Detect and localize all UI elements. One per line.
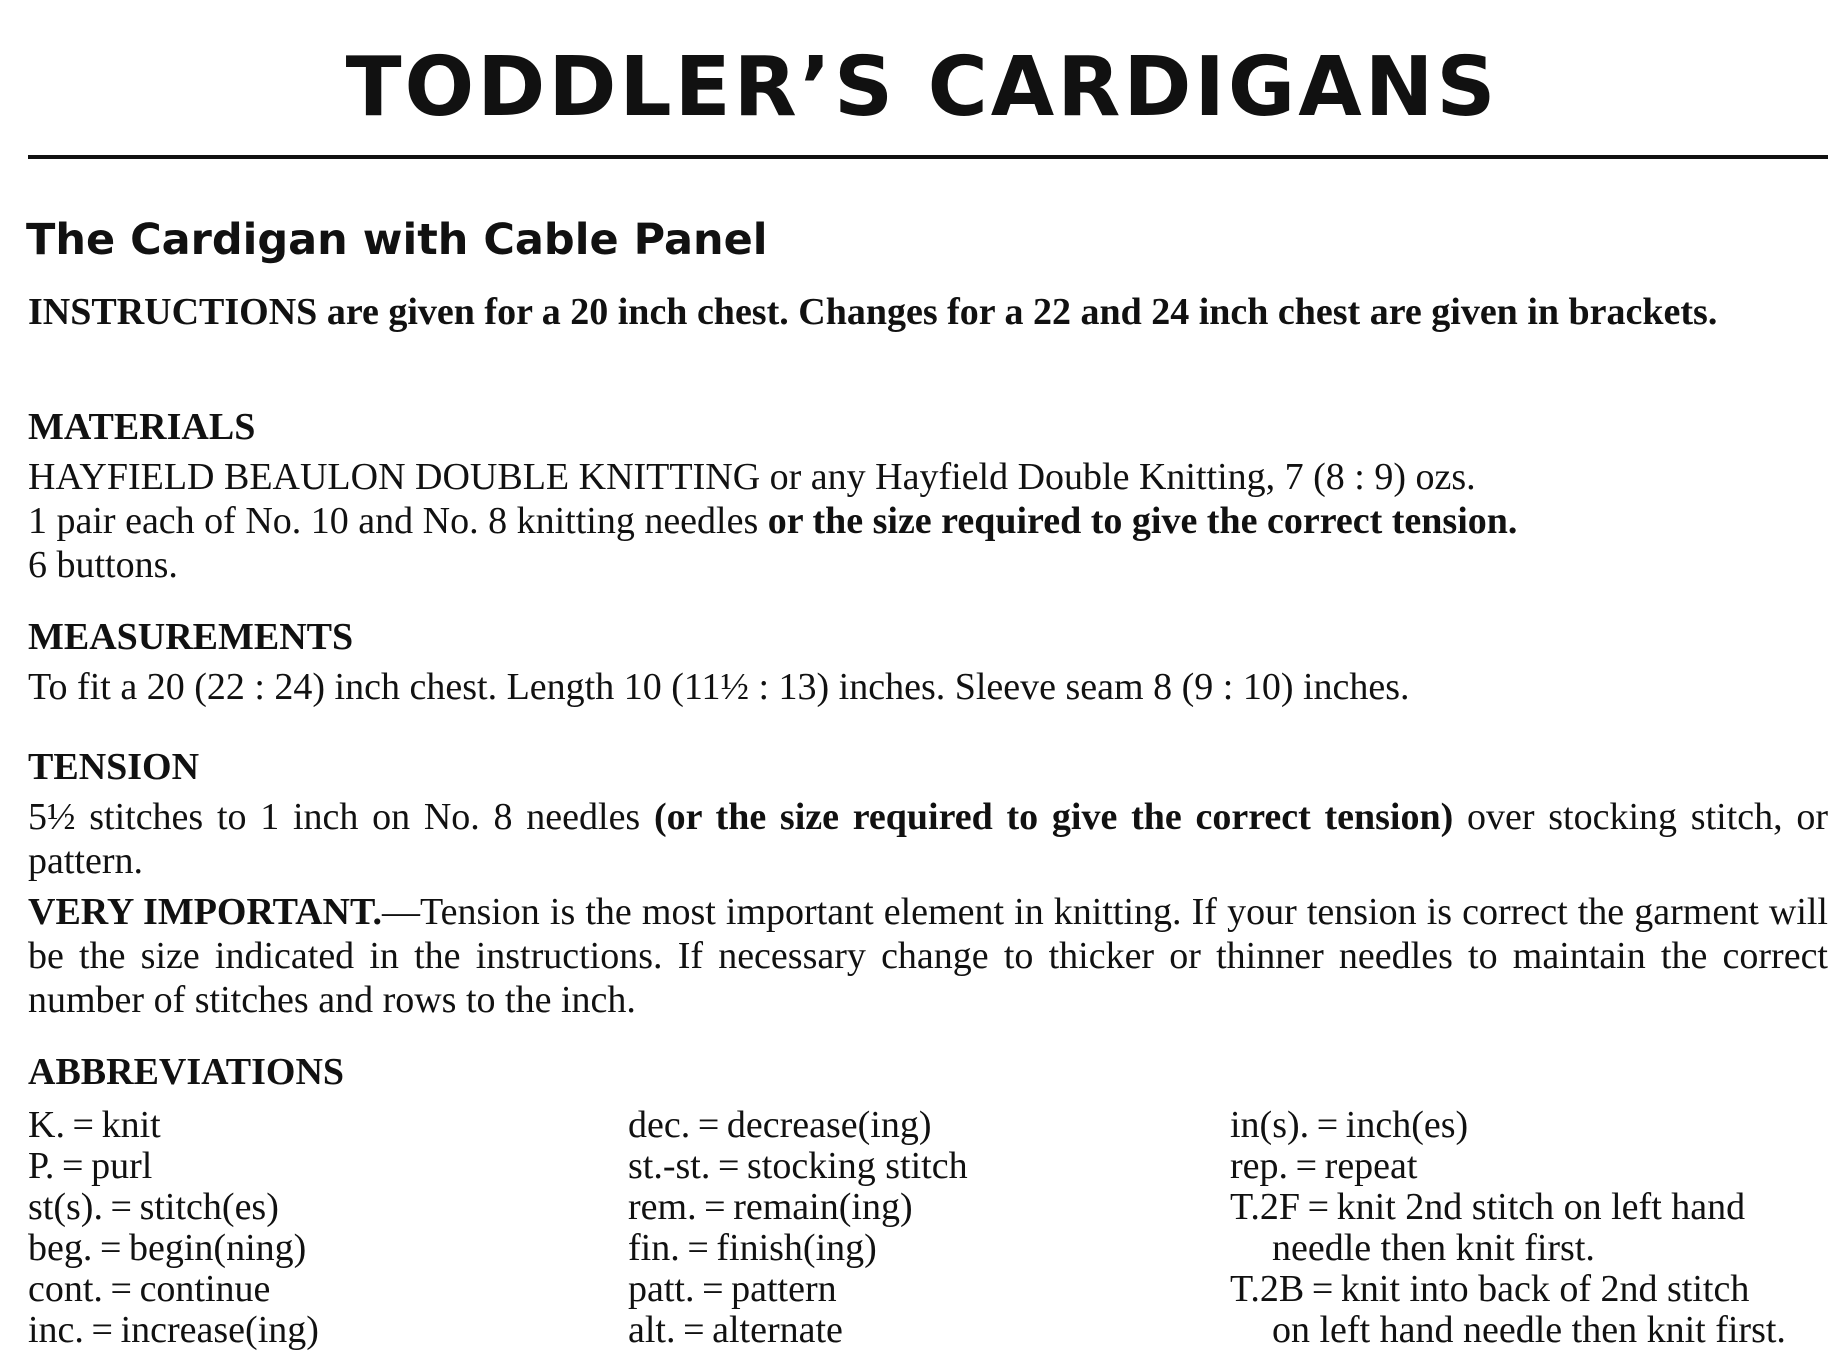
materials-line-2 <box>28 499 1828 543</box>
abbreviation-item: P. = purl <box>28 1145 153 1187</box>
instructions-paragraph <box>28 290 1828 334</box>
tension-heading: TENSION <box>28 746 200 788</box>
abbreviations-column-1 <box>28 1105 319 1351</box>
measurements-text: To fit a 20 (22 : 24) inch chest. Length 10 (11½ : 13) inches. Sleeve seam 8 (9 : 10) inches. <box>28 666 1410 708</box>
tension-text-start: 5½ stitches to 1 inch on No. 8 needles <box>28 796 654 838</box>
abbreviation-continuation: needle then knit first. <box>1272 1227 1595 1269</box>
tension-paragraph <box>28 795 1828 883</box>
abbreviation-item: T.2B = knit into back of 2nd stitch <box>1230 1268 1750 1310</box>
important-paragraph <box>28 890 1828 1022</box>
abbreviation-item: patt. = pattern <box>628 1268 837 1310</box>
abbreviations-column-3 <box>1230 1105 1786 1351</box>
materials-line-1: HAYFIELD BEAULON DOUBLE KNITTING or any Hayfield Double Knitting, 7 (8 : 9) ozs. <box>28 456 1476 498</box>
tension-text-bold: (or the size required to give the correct tension) <box>653 796 1454 838</box>
instructions-text: are given for a 20 inch chest. Changes for a 22 and 24 inch chest are given in brackets. <box>317 291 1718 333</box>
abbreviation-item: fin. = finish(ing) <box>628 1227 877 1269</box>
abbreviation-item: inc. = increase(ing) <box>28 1309 319 1351</box>
abbreviations-column-2 <box>628 1105 968 1351</box>
section-subtitle: The Cardigan with Cable Panel <box>26 215 768 265</box>
materials-heading: MATERIALS <box>28 406 256 448</box>
abbreviation-item: alt. = alternate <box>628 1309 843 1351</box>
abbreviations-heading: ABBREVIATIONS <box>28 1051 345 1093</box>
abbreviation-item: in(s). = inch(es) <box>1230 1104 1469 1146</box>
tension-text-end: over stocking stitch, or pattern. <box>28 796 1828 882</box>
abbreviation-item: rem. = remain(ing) <box>628 1186 913 1228</box>
measurements-heading: MEASUREMENTS <box>28 616 354 658</box>
page-title: TODDLER’S CARDIGANS <box>345 40 1499 135</box>
abbreviation-item: dec. = decrease(ing) <box>628 1104 932 1146</box>
title-divider <box>28 155 1828 159</box>
abbreviation-continuation: on left hand needle then knit first. <box>1272 1309 1786 1351</box>
abbreviation-item: T.2F = knit 2nd stitch on left hand <box>1230 1186 1746 1228</box>
abbreviation-item: st.-st. = stocking stitch <box>628 1145 968 1187</box>
important-lead: VERY IMPORTANT. <box>28 891 383 933</box>
instructions-lead: INSTRUCTIONS <box>28 291 318 333</box>
materials-body <box>28 455 1828 587</box>
important-text: —Tension is the most important element in knitting. If your tension is correct the garment will be the size indicated in the instructions. If necessary change to thicker or thinner needles to maintain the correct number of stitches and rows to the inch. <box>28 891 1828 1021</box>
abbreviation-item: cont. = continue <box>28 1268 271 1310</box>
abbreviation-item: st(s). = stitch(es) <box>28 1186 279 1228</box>
materials-tension-note: or the size required to give the correct tension. <box>767 500 1518 542</box>
abbreviation-item: beg. = begin(ning) <box>28 1227 307 1269</box>
abbreviation-item: rep. = repeat <box>1230 1145 1418 1187</box>
materials-line-3: 6 buttons. <box>28 544 178 586</box>
materials-needles: 1 pair each of No. 10 and No. 8 knitting needles <box>28 500 768 542</box>
abbreviation-item: K. = knit <box>28 1104 161 1146</box>
